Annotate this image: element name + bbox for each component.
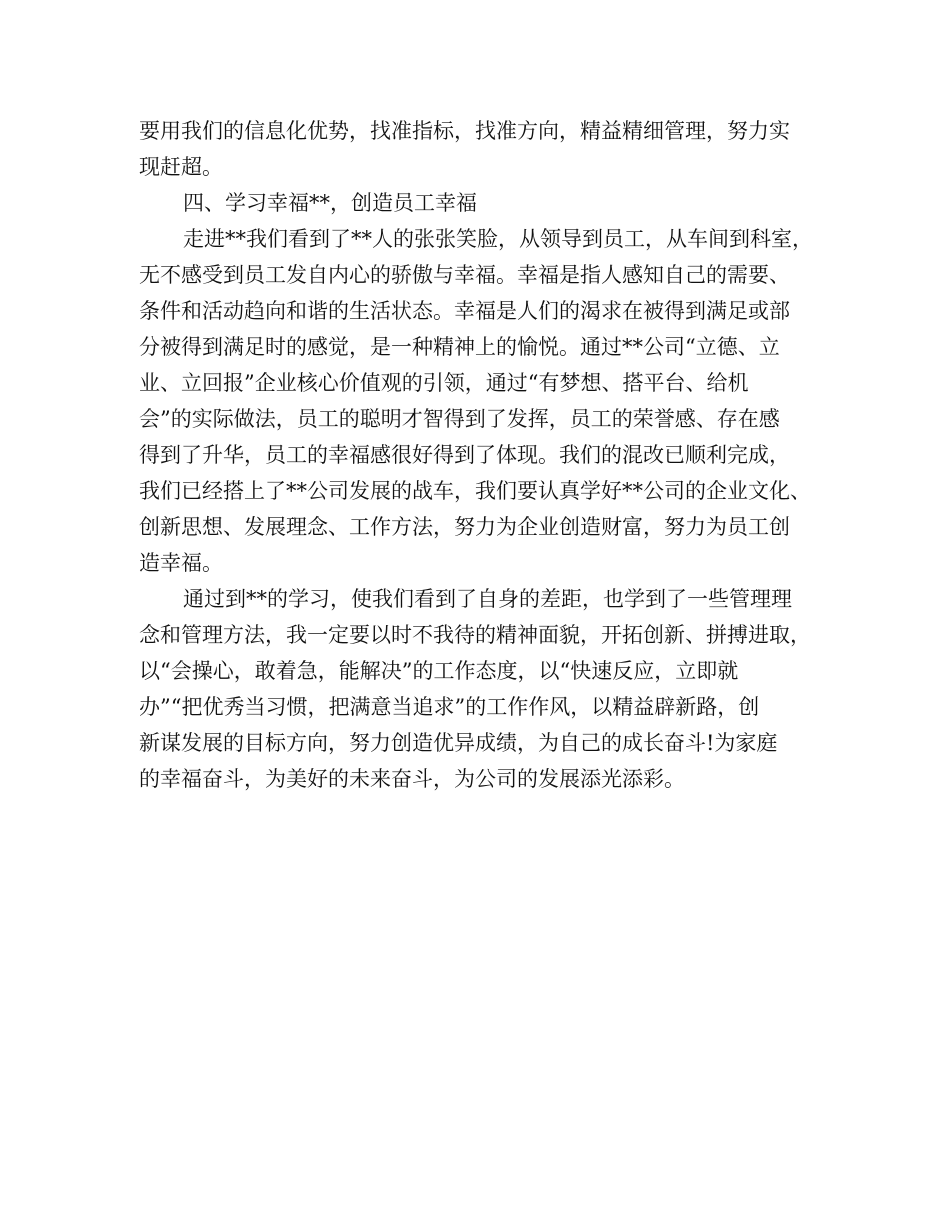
text-line: 的幸福奋斗，为美好的未来奋斗，为公司的发展添光添彩。	[139, 767, 685, 791]
text-line: 创新思想、发展理念、工作方法，努力为企业创造财富，努力为员工创	[139, 515, 790, 539]
paragraph-happiness	[139, 221, 819, 581]
text-line: 以“会操心，敢着急，能解决”的工作态度，以“快速反应，立即就	[139, 659, 739, 683]
text-line: 现赶超。	[139, 155, 223, 179]
paragraph-continuation	[139, 113, 819, 185]
paragraph-conclusion	[139, 581, 819, 797]
text-line: 会”的实际做法，员工的聪明才智得到了发挥，员工的荣誉感、存在感	[139, 407, 780, 431]
text-line: 新谋发展的目标方向，努力创造优异成绩，为自己的成长奋斗!为家庭	[139, 731, 778, 755]
text-line: 条件和活动趋向和谐的生活状态。幸福是人们的渴求在被得到满足或部	[139, 299, 790, 323]
document-body	[139, 113, 819, 797]
text-line: 走进**我们看到了**人的张张笑脸，从领导到员工，从车间到科室，	[183, 227, 813, 251]
text-line: 造幸福。	[139, 551, 223, 575]
section-heading: 四、学习幸福**，创造员工幸福	[183, 191, 477, 215]
text-line: 念和管理方法，我一定要以时不我待的精神面貌，开拓创新、拼搏进取，	[139, 623, 811, 647]
text-line: 办”“把优秀当习惯，把满意当追求”的工作作风，以精益辟新路，创	[139, 695, 760, 719]
text-line: 我们已经搭上了**公司发展的战车，我们要认真学好**公司的企业文化、	[139, 479, 811, 503]
text-line: 无不感受到员工发自内心的骄傲与幸福。幸福是指人感知自己的需要、	[139, 263, 790, 287]
text-line: 分被得到满足时的感觉，是一种精神上的愉悦。通过**公司“立德、立	[139, 335, 780, 359]
text-line: 得到了升华，员工的幸福感很好得到了体现。我们的混改已顺利完成，	[139, 443, 790, 467]
text-line: 要用我们的信息化优势，找准指标，找准方向，精益精细管理，努力实	[139, 119, 790, 143]
text-line: 业、立回报”企业核心价值观的引领，通过“有梦想、搭平台、给机	[139, 371, 749, 395]
text-line: 通过到**的学习，使我们看到了自身的差距，也学到了一些管理理	[183, 587, 792, 611]
section-heading-four	[139, 185, 819, 221]
